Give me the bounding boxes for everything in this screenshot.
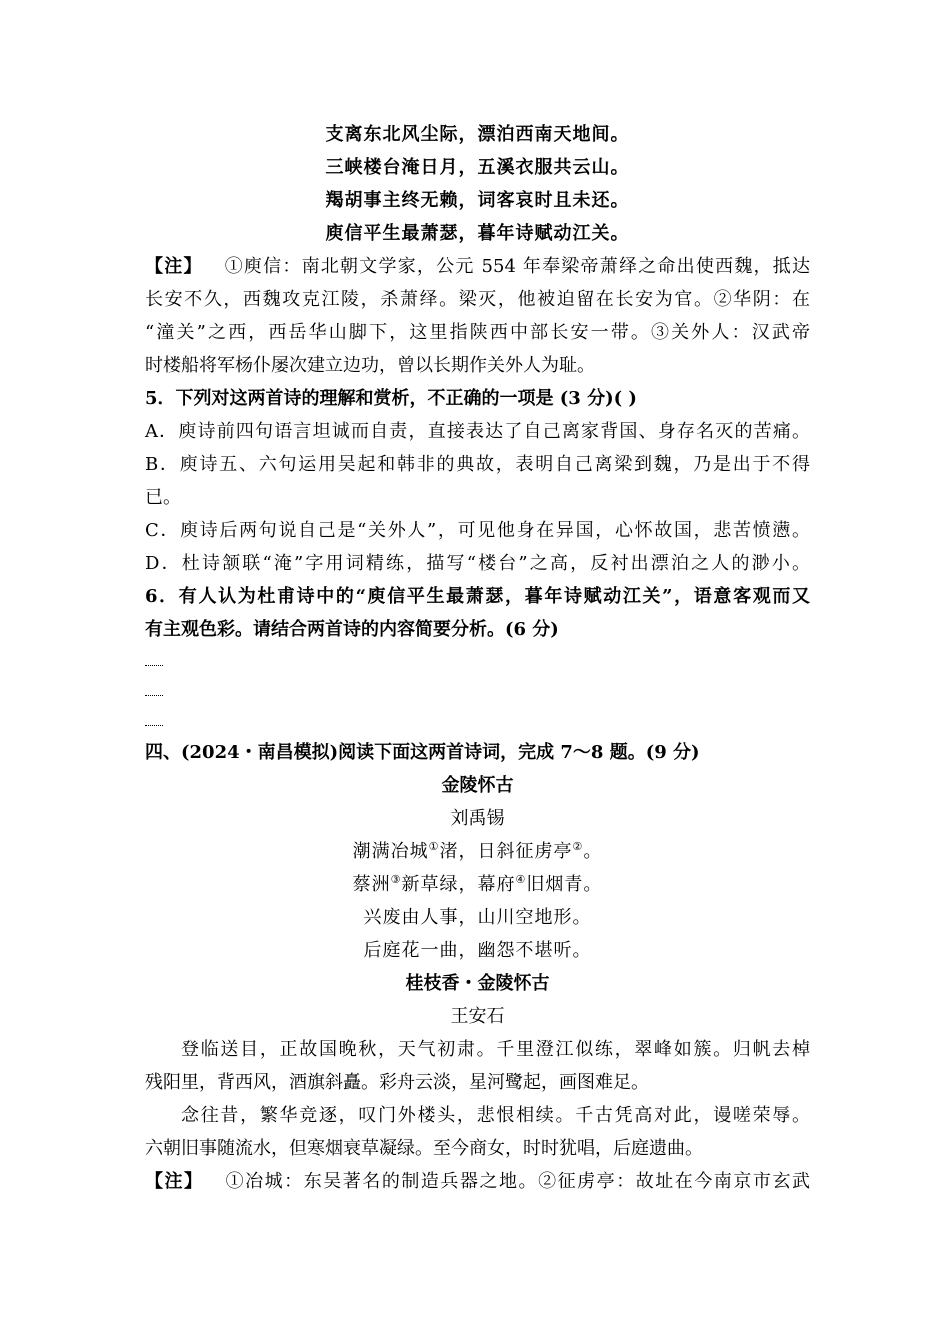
poem-author: 刘禹锡: [450, 808, 505, 829]
poem-author: 王安石: [450, 1006, 505, 1027]
ci-line: 登临送目，正故国晚秋，天气初肃。千里澄江似练，翠峰如簇。归帆去棹: [181, 1039, 810, 1060]
note-line: “潼关”之西，西岳华山脚下，这里指陕西中部长安一带。③关外人：汉武帝: [145, 322, 810, 343]
option-b: B．庾诗五、六句运用吴起和韩非的典故，表明自己离梁到魏，乃是出于不得: [145, 454, 810, 475]
note-line: 【注】 ①庾信：南北朝文学家，公元 554 年奉梁帝萧绎之命出使西魏，抵达: [145, 256, 811, 277]
poem-title: 桂枝香・金陵怀古: [405, 973, 550, 994]
note-line: 长安不久，西魏攻克江陵，杀萧绎。梁灭，他被迫留在长安为官。②华阴：在: [145, 289, 810, 310]
answer-line[interactable]: [145, 646, 810, 676]
poem-line: 后庭花一曲，幽怨不堪听。: [363, 940, 592, 961]
poem-line: 潮满冶城①渚，日斜征虏亭②。: [352, 840, 603, 862]
ci-line: 念往昔，繁华竞逐，叹门外楼头，悲恨相续。千古凭高对此，谩嗟荣辱。: [181, 1105, 810, 1126]
note-line: 时楼船将军杨仆屡次建立边功，曾以长期作关外人为耻。: [145, 355, 595, 376]
poem-line: 庾信平生最萧瑟，暮年诗赋动江关。: [325, 223, 630, 244]
question-6-stem-continued: 有主观色彩。请结合两首诗的内容简要分析。(6 分): [145, 619, 559, 640]
answer-line[interactable]: [145, 676, 810, 706]
poem-line: 蔡洲③新草绿，幕府④旧烟青。: [352, 873, 603, 895]
note-line: 【注】 ①冶城：东吴著名的制造兵器之地。②征虏亭：故址在今南京市玄武: [145, 1171, 810, 1192]
poem-line: 三峡楼台淹日月，五溪衣服共云山。: [325, 157, 630, 178]
ci-line: 六朝旧事随流水，但寒烟衰草凝绿。至今商女，时时犹唱，后庭遗曲。: [145, 1138, 703, 1159]
note-tag: 【注】: [145, 256, 203, 277]
document-page: [145, 118, 810, 1198]
poem-line: 羯胡事主终无赖，词客哀时且未还。: [325, 190, 630, 211]
option-d: D．杜诗颔联“淹”字用词精练，描写“楼台”之高，反衬出漂泊之人的渺小。: [145, 553, 810, 574]
option-c: C．庾诗后两句说自己是“关外人”，可见他身在异国，心怀故国，悲苦愤懑。: [145, 520, 810, 541]
option-a: A．庾诗前四句语言坦诚而自责，直接表达了自己离家背国、身存名灭的苦痛。: [145, 421, 810, 442]
answer-line[interactable]: [145, 706, 810, 736]
note-tag: 【注】: [145, 1171, 204, 1192]
ci-line: 残阳里，背西风，酒旗斜矗。彩舟云淡，星河鹭起，画图难足。: [145, 1072, 649, 1093]
poem-line: 支离东北风尘际，漂泊西南天地间。: [325, 124, 630, 145]
section-heading: 四、(2024・南昌模拟)阅读下面这两首诗词，完成 7～8 题。(9 分): [145, 742, 700, 763]
question-6-stem: 6．有人认为杜甫诗中的“庾信平生最萧瑟，暮年诗赋动江关”，语意客观而又: [145, 586, 810, 607]
question-5-stem: 5．下列对这两首诗的理解和赏析，不正确的一项是 (3 分)( ): [145, 388, 637, 409]
option-b-continued: 已。: [145, 487, 181, 508]
poem-title: 金陵怀古: [441, 775, 514, 796]
poem-line: 兴废由人事，山川空地形。: [363, 907, 592, 928]
